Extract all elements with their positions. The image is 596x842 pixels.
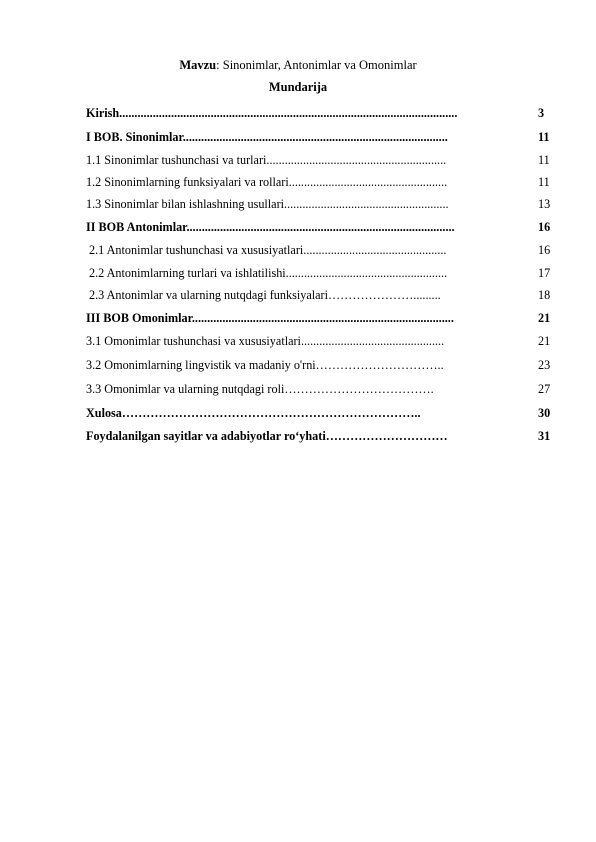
toc-entry-title: 3.1 Omonimlar tushunchasi va xususiyatlari...............................................	[86, 334, 445, 348]
topic-text: : Sinonimlar, Antonimlar va Omonimlar	[216, 58, 417, 72]
toc-entry-page: 16	[538, 243, 551, 257]
toc-entry-title: Foydalanilgan sayitlar va adabiyotlar ro‘yhati…………………………	[86, 429, 448, 443]
toc-entry-title: 1.3 Sinonimlar bilan ishlashning usullari......................................................	[86, 197, 449, 211]
toc-entry-page: 21	[538, 334, 551, 348]
toc-entry-page: 11	[538, 153, 550, 167]
toc-entry	[86, 174, 556, 190]
toc-entry-page: 3	[538, 106, 545, 120]
toc-entry	[86, 381, 556, 397]
toc-entry-page: 23	[538, 358, 551, 372]
toc-entry	[86, 105, 556, 121]
toc-entry-page: 17	[538, 266, 551, 280]
toc-entry-page: 16	[538, 220, 551, 234]
topic-line	[0, 58, 596, 73]
toc-entry-title: I BOB. Sinonimlar.......................................................................................	[86, 130, 448, 144]
toc-entry-page: 13	[538, 197, 551, 211]
topic-label: Mavzu	[179, 58, 217, 72]
toc-entry-title: 2.1 Antonimlar tushunchasi va xususiyatlari...............................................	[89, 243, 447, 257]
toc-entry-page: 30	[538, 406, 551, 420]
toc-entry-title: 1.2 Sinonimlarning funksiyalari va rollari....................................................	[86, 175, 448, 189]
toc-entry-title: 2.2 Antonimlarning turlari va ishlatilishi.....................................................	[89, 266, 448, 280]
toc-entry	[86, 196, 556, 212]
toc-entry-title: Kirish...............................................................................................................	[86, 106, 458, 120]
toc-entry	[86, 242, 556, 258]
toc-entry-title: 3.3 Omonimlar va ularning nutqdagi roli……………………………….	[86, 382, 434, 396]
toc-entry	[86, 152, 556, 168]
toc-entry-page: 11	[538, 130, 550, 144]
toc-entry-title: II BOB Antonimlar........................................................................................	[86, 220, 455, 234]
toc-entry-title: 3.2 Omonimlarning lingvistik va madaniy o'rni…………………………..	[86, 358, 444, 372]
toc-entry-title: 1.1 Sinonimlar tushunchasi va turlari...........................................................	[86, 153, 447, 167]
toc-entry	[86, 357, 556, 373]
toc-entry-title: Xulosa………………………………………………………………..	[86, 406, 421, 420]
toc-entry-title: 2.3 Antonimlar va ularning nutqdagi funksiyalari………………….........	[89, 288, 441, 302]
toc-entry-page: 31	[538, 429, 551, 443]
toc-entry-page: 27	[538, 382, 551, 396]
toc-entry	[86, 219, 556, 235]
toc-entry	[86, 129, 556, 145]
toc-entry	[86, 405, 556, 421]
toc-entry	[86, 265, 556, 281]
toc-entry	[86, 333, 556, 349]
contents-title: Mundarija	[268, 80, 328, 94]
toc-entry-page: 11	[538, 175, 550, 189]
toc-entry-page: 21	[538, 311, 551, 325]
toc-entry	[86, 428, 556, 444]
toc-entry-page: 18	[538, 288, 551, 302]
toc-entry-title: III BOB Omonimlar......................................................................................	[86, 311, 454, 325]
toc-entry	[86, 287, 556, 303]
toc-entry	[86, 310, 556, 326]
